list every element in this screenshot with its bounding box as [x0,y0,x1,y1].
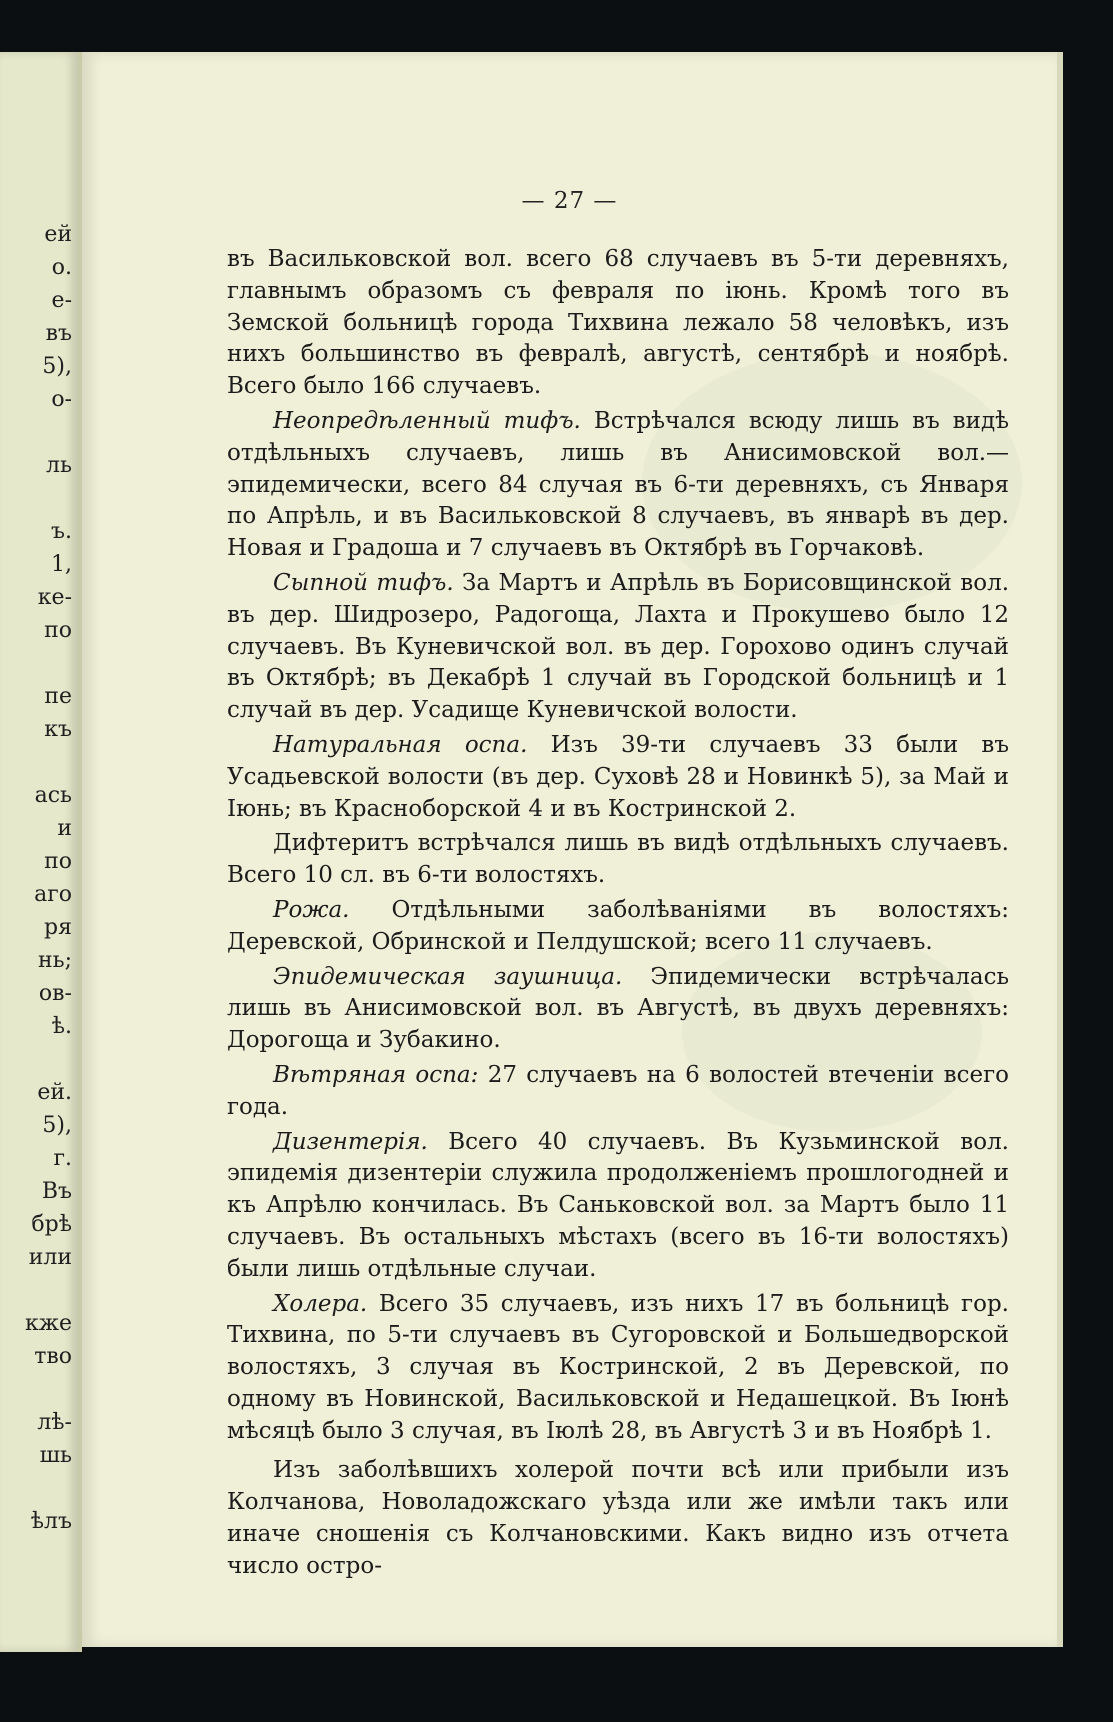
left-page-fragment: 5), [42,354,72,379]
left-page-fragment: 5), [42,1113,72,1138]
section-term: Сыпной тифъ. [273,569,454,596]
left-page-fragment: ась [34,783,72,808]
left-page-fragment: о- [51,387,72,412]
left-page-fragment: ря [44,915,72,940]
left-page-fragment: ов- [38,981,72,1006]
left-page-fragment: въ [45,321,72,346]
left-page-margin [0,52,82,1652]
left-page-fragment: аго [34,882,72,907]
paragraph: Вѣтряная оспа: 27 случаевъ на 6 волостей втеченіи всего года. [227,1061,1009,1120]
left-page-fragment: нь; [37,948,72,973]
paragraph: Дизентерія. Всего 40 случаевъ. Въ Кузьминской вол. эпидемія дизентеріи служила продолженіемъ прошлогодней и къ Апрѣлю кончилась. Въ Саньковской вол. за Мартъ было 11 случаевъ. Въ остальныхъ мѣстахъ (всего въ 16-ти волостяхъ) были лишь отдѣльные случаи. [227,1128,1009,1282]
section-term: Эпидемическая заушница. [273,963,623,990]
paragraph: въ Васильковской вол. всего 68 случаевъ въ 5-ти деревняхъ, главнымъ образомъ съ февраля по іюнь. Кромѣ того въ Земской больницѣ города Тихвина лежало 58 человѣкъ, изъ нихъ большинство въ февралѣ, августѣ, сентябрѣ и ноябрѣ. Всего было 166 случаевъ. [227,246,1009,400]
left-page-fragment: ѣ. [51,1014,72,1039]
paragraph: Эпидемическая заушница. Эпидемически встрѣчалась лишь въ Анисимовской вол. въ Августѣ, въ двухъ деревняхъ: Дорогоща и Зубакино. [227,963,1009,1054]
left-page-fragment: брѣ [31,1212,72,1237]
body-text [227,244,1009,1586]
left-page-fragment: къ [44,717,72,742]
left-page-fragment: ей [44,222,72,247]
paragraph: Натуральная оспа. Изъ 39-ти случаевъ 33 были въ Усадьевской волости (въ дер. Суховѣ 28 и Новинкѣ 5), за Май и Іюнь; въ Красноборской 4 и въ Костринской 2. [227,731,1009,822]
document-page [82,52,1057,1647]
page-edge [1057,52,1063,1647]
left-page-fragment: ке- [37,585,72,610]
left-page-fragment: шь [39,1443,72,1468]
left-page-fragment: и [57,816,72,841]
left-page-fragment: ль [46,453,72,478]
section-term: Вѣтряная оспа: [273,1061,479,1088]
section-term: Дизентерія. [273,1128,428,1155]
paragraph: Неопредѣленный тифъ. Встрѣчался всюду лишь въ видѣ отдѣльныхъ случаевъ, лишь въ Анисимовской вол.—эпидемически, всего 84 случая въ 6-ти деревняхъ, съ Января по Апрѣль, и въ Васильковской 8 случаевъ, въ январѣ въ дер. Новая и Градоша и 7 случаевъ въ Октябрѣ въ Горчаковѣ. [227,407,1009,562]
left-page-fragment: пе [44,684,72,709]
paragraph: Рожа. Отдѣльными заболѣваніями въ волостяхъ: Деревской, Обринской и Пелдушской; всего 11 случаевъ. [227,896,1009,955]
left-page-fragment: или [28,1245,72,1270]
left-page-fragment: по [44,849,72,874]
left-page-fragment: по [44,618,72,643]
section-term: Неопредѣленный тифъ. [273,407,581,434]
left-page-fragment: о. [51,255,72,280]
left-page-fragment: г. [53,1146,72,1171]
section-term: Рожа. [273,896,350,923]
section-term: Холера. [273,1290,368,1317]
paragraph: Изъ заболѣвшихъ холерой почти всѣ или прибыли изъ Колчанова, Новоладожскаго уѣзда или же имѣли такъ или иначе сношенія съ Колчановскими. Какъ видно изъ отчета число остро- [227,1457,1009,1579]
paragraph: Дифтеритъ встрѣчался лишь въ видѣ отдѣльныхъ случаевъ. Всего 10 сл. въ 6-ти волостяхъ. [227,830,1009,889]
left-page-fragment: 1, [51,552,72,577]
left-page-fragment: ъ. [51,519,72,544]
left-page-fragment: ей. [37,1080,72,1105]
paragraph: Сыпной тифъ. За Мартъ и Апрѣль въ Борисовщинской вол. въ дер. Шидрозеро, Радогоща, Лахта и Прокушево было 12 случаевъ. Въ Куневичской вол. въ дер. Горохово одинъ случай въ Октябрѣ; въ Декабрѣ 1 случай въ Городской больницѣ и 1 случай въ дер. Усадище Куневичской волости. [227,569,1009,724]
section-term: Натуральная оспа. [273,731,528,758]
left-page-fragment: лѣ- [37,1410,72,1435]
left-page-fragment: ѣлъ [30,1509,72,1534]
left-page-fragment: Въ [41,1179,72,1204]
paragraph: Холера. Всего 35 случаевъ, изъ нихъ 17 въ больницѣ гор. Тихвина, по 5-ти случаевъ въ Сугоровской и Большедворской волостяхъ, 3 случая въ Костринской, 2 въ Деревской, по одному въ Новинской, Васильковской и Недашецкой. Въ Іюнѣ мѣсяцѣ было 3 случая, въ Іюлѣ 28, въ Августѣ 3 и въ Ноябрѣ 1. [227,1290,1009,1444]
page-number: — 27 — [521,188,618,214]
left-page-fragment: е- [51,288,72,313]
left-page-fragment: кже [24,1311,72,1336]
left-page-fragment: тво [34,1344,72,1369]
